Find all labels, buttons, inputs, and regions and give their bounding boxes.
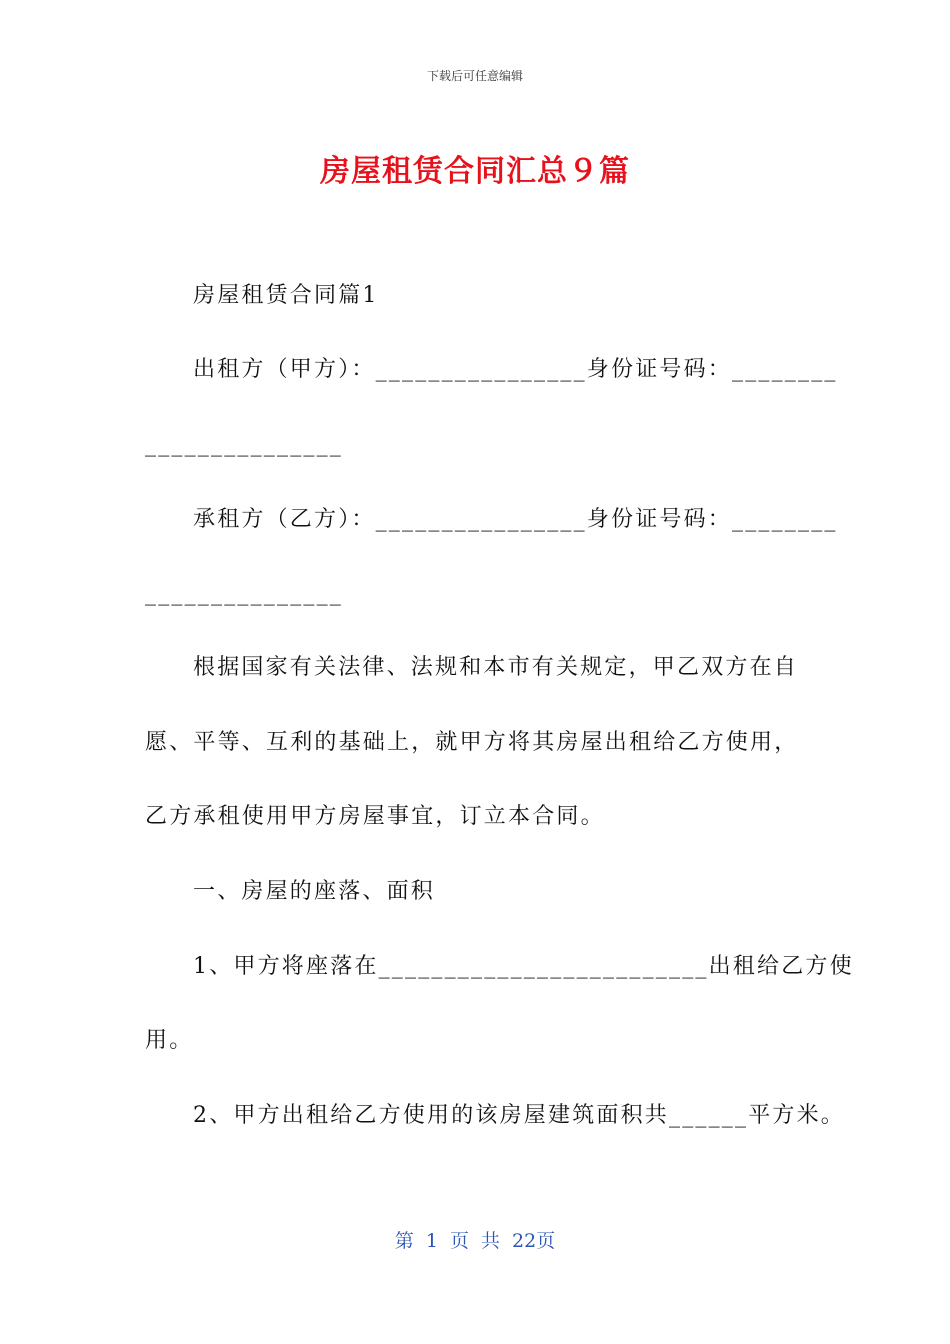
body-paragraph-line-3: 乙方承租使用甲方房屋事宜，订立本合同。 <box>145 804 605 829</box>
body-paragraph-line-2: 愿、平等、互利的基础上，就甲方将其房屋出租给乙方使用， <box>145 730 799 755</box>
page-footer: 第 1 页 共 22页 <box>394 1230 556 1252</box>
lessee-line: 承租方（乙方）：________________身份证号码：________ <box>193 507 838 532</box>
lessor-id-continuation: _______________ <box>145 432 343 457</box>
section-heading-contract-1: 房屋租赁合同篇1 <box>193 283 379 308</box>
clause-1-line-2: 用。 <box>145 1028 194 1053</box>
section-heading-location-area: 一、房屋的座落、面积 <box>193 879 436 904</box>
clause-2-line: 2、甲方出租给乙方使用的该房屋建筑面积共______平方米。 <box>193 1103 845 1128</box>
header-note: 下载后可任意编辑 <box>426 69 523 83</box>
document-title: 房屋租赁合同汇总９篇 <box>320 154 630 189</box>
body-paragraph-line-1: 根据国家有关法律、法规和本市有关规定，甲乙双方在自 <box>193 655 799 680</box>
clause-1-line-1: 1、甲方将座落在_________________________出租给乙方使 <box>193 954 854 979</box>
lessor-line: 出租方（甲方）：________________身份证号码：________ <box>193 357 838 382</box>
lessee-id-continuation: _______________ <box>145 581 343 606</box>
